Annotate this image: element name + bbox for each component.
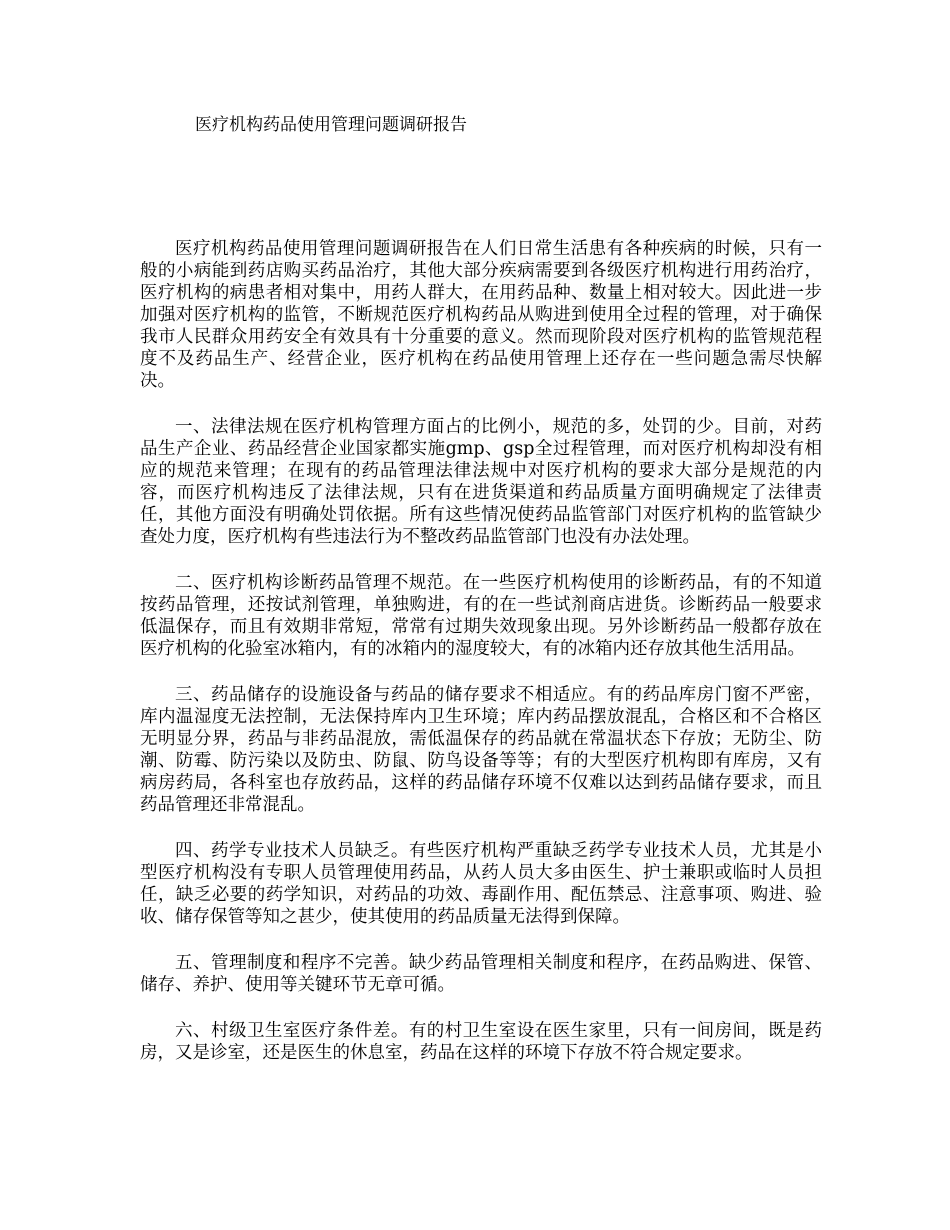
document-title: 医疗机构药品使用管理问题调研报告 bbox=[195, 115, 467, 135]
paragraph-storage: 三、药品储存的设施设备与药品的储存要求不相适应。有的药品库房门窗不严密，库内温湿度无法控制，无法保持库内卫生环境；库内药品摆放混乱，合格区和不合格区无明显分界，药品与非药品混放，需低温保存的药品就在常温状态下存放；无防尘、防潮、防霉、防污染以及防虫、防鼠、防鸟设备等等；有的大型医疗机构即有库房，又有病房药局，各科室也存放药品，这样的药品储存环境不仅难以达到药品储存要求，而且药品管理还非常混乱。 bbox=[140, 685, 822, 815]
paragraph-diagnostic-drugs: 二、医疗机构诊断药品管理不规范。在一些医疗机构使用的诊断药品，有的不知道按药品管理，还按试剂管理，单独购进，有的在一些试剂商店进货。诊断药品一般要求低温保存，而且有效期非常短，常常有过期失效现象出现。另外诊断药品一般都存放在医疗机构的化验室冰箱内，有的冰箱内的湿度较大，有的冰箱内还存放其他生活用品。 bbox=[140, 573, 822, 659]
paragraph-procedures: 五、管理制度和程序不完善。缺少药品管理相关制度和程序，在药品购进、保管、储存、养护、使用等关键环节无章可循。 bbox=[140, 953, 822, 995]
document-body bbox=[140, 238, 822, 1088]
paragraph-laws: 一、法律法规在医疗机构管理方面占的比例小，规范的多，处罚的少。目前，对药品生产企业、药品经营企业国家都实施gmp、gsp全过程管理，而对医疗机构却没有相应的规范来管理；在现有的药品管理法律法规中对医疗机构的要求大部分是规范的内容，而医疗机构违反了法律法规，只有在进货渠道和药品质量方面明确规定了法律责任，其他方面没有明确处罚依据。所有这些情况使药品监管部门对医疗机构的监管缺少查处力度，医疗机构有些违法行为不整改药品监管部门也没有办法处理。 bbox=[140, 417, 822, 547]
paragraph-staff: 四、药学专业技术人员缺乏。有些医疗机构严重缺乏药学专业技术人员，尤其是小型医疗机构没有专职人员管理使用药品，从药人员大多由医生、护士兼职或临时人员担任，缺乏必要的药学知识，对药品的功效、毒副作用、配伍禁忌、注意事项、购进、验收、储存保管等知之甚少，使其使用的药品质量无法得到保障。 bbox=[140, 841, 822, 927]
paragraph-village-clinics: 六、村级卫生室医疗条件差。有的村卫生室设在医生家里，只有一间房间，既是药房，又是诊室，还是医生的休息室，药品在这样的环境下存放不符合规定要求。 bbox=[140, 1021, 822, 1063]
paragraph-intro: 医疗机构药品使用管理问题调研报告在人们日常生活患有各种疾病的时候，只有一般的小病能到药店购买药品治疗，其他大部分疾病需要到各级医疗机构进行用药治疗，医疗机构的病患者相对集中，用药人群大，在用药品种、数量上相对较大。因此进一步加强对医疗机构的监管，不断规范医疗机构药品从购进到使用全过程的管理，对于确保我市人民群众用药安全有效具有十分重要的意义。然而现阶段对医疗机构的监管规范程度不及药品生产、经营企业，医疗机构在药品使用管理上还存在一些问题急需尽快解决。 bbox=[140, 239, 822, 391]
